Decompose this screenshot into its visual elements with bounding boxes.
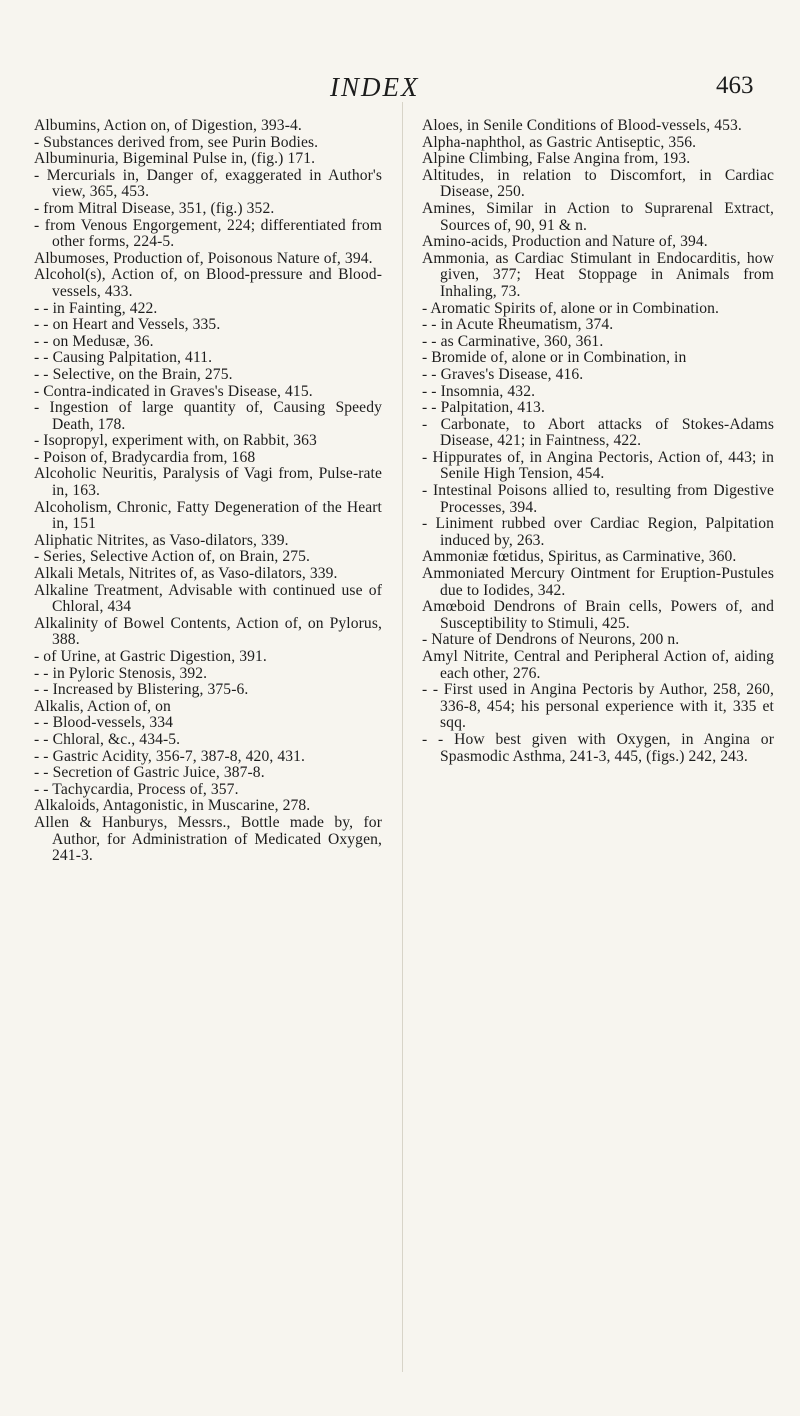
index-entry: - - on Medusæ, 36. xyxy=(34,332,154,350)
index-entry: Amino-acids, Production and Nature of, 394. xyxy=(422,233,708,251)
index-entry: - - Selective, on the Brain, 275. xyxy=(34,365,233,383)
index-column-left xyxy=(34,118,382,865)
index-entry: - - Chloral, &c., 434-5. xyxy=(34,730,181,748)
index-entry: - Contra-indicated in Graves's Disease, 415. xyxy=(34,382,313,400)
index-entry: - - as Carminative, 360, 361. xyxy=(422,332,604,350)
index-entry: - - How best given with Oxygen, in Angina or Spasmodic Asthma, 241-3, 445, (figs.) 242, 243. xyxy=(422,730,774,765)
index-entry: - from Mitral Disease, 351, (fig.) 352. xyxy=(34,199,275,217)
index-entry: - - Secretion of Gastric Juice, 387-8. xyxy=(34,764,265,782)
index-column-right xyxy=(422,118,774,765)
index-entry: - - Blood-vessels, 334 xyxy=(34,714,174,732)
index-entry: - - Palpitation, 413. xyxy=(422,399,545,417)
index-entry: Albumoses, Production of, Poisonous Nature of, 394. xyxy=(34,249,373,267)
index-entry: Altitudes, in relation to Discomfort, in Cardiac Disease, 250. xyxy=(422,166,774,201)
index-entry: Alcoholism, Chronic, Fatty Degeneration of the Heart in, 151 xyxy=(34,498,382,533)
index-entry: Alkali Metals, Nitrites of, as Vaso-dilators, 339. xyxy=(34,565,338,583)
index-entry: - Isopropyl, experiment with, on Rabbit, 363 xyxy=(34,432,317,450)
index-entry: Ammonia, as Cardiac Stimulant in Endocarditis, how given, 377; Heat Stoppage in Animals from Inhaling, 73. xyxy=(422,249,774,300)
index-entry: - - in Pyloric Stenosis, 392. xyxy=(34,664,208,682)
index-entry: - Bromide of, alone or in Combination, in xyxy=(422,349,687,367)
index-entry: - - Tachycardia, Process of, 357. xyxy=(34,780,239,798)
index-entry: - Ingestion of large quantity of, Causing Speedy Death, 178. xyxy=(34,399,382,433)
index-entry: Aloes, in Senile Conditions of Blood-vessels, 453. xyxy=(422,117,742,134)
index-entry: - - Gastric Acidity, 356-7, 387-8, 420, 431. xyxy=(34,747,306,765)
index-entry: - - in Acute Rheumatism, 374. xyxy=(422,316,614,334)
index-entry: Alpine Climbing, False Angina from, 193. xyxy=(422,150,691,168)
index-entry: Ammoniated Mercury Ointment for Eruption-Pustules due to Iodides, 342. xyxy=(422,565,774,599)
index-entry: Alkalis, Action of, on xyxy=(34,697,171,715)
index-entry: - Carbonate, to Abort attacks of Stokes-Adams Disease, 421; in Faintness, 422. xyxy=(422,415,774,450)
index-entry: - - in Fainting, 422. xyxy=(34,299,158,317)
running-head: INDEX xyxy=(330,72,420,102)
index-entry: - Nature of Dendrons of Neurons, 200 n. xyxy=(422,631,680,649)
index-entry: - Intestinal Poisons allied to, resulting from Digestive Processes, 394. xyxy=(422,482,774,516)
index-entry: - - on Heart and Vessels, 335. xyxy=(34,316,221,334)
index-entry: Alkaline Treatment, Advisable with continued use of Chloral, 434 xyxy=(34,581,382,616)
index-entry: - Mercurials in, Danger of, exaggerated in Author's view, 365, 453. xyxy=(34,166,382,201)
index-entry: - Substances derived from, see Purin Bodies. xyxy=(34,133,319,151)
index-entry: - Poison of, Bradycardia from, 168 xyxy=(34,448,256,466)
index-entry: - - Insomnia, 432. xyxy=(422,382,536,400)
index-entry: Amyl Nitrite, Central and Peripheral Action of, aiding each other, 276. xyxy=(422,648,774,682)
page-header xyxy=(0,72,800,112)
index-entry: - - Increased by Blistering, 375-6. xyxy=(34,681,249,699)
index-entry: - Hippurates of, in Angina Pectoris, Action of, 443; in Senile High Tension, 454. xyxy=(422,448,774,483)
index-entry: Alkaloids, Antagonistic, in Muscarine, 278. xyxy=(34,797,311,815)
index-entry: Alcohol(s), Action of, on Blood-pressure and Blood-vessels, 433. xyxy=(34,266,382,300)
index-entry: Ammoniæ fœtidus, Spiritus, as Carminative, 360. xyxy=(422,548,737,566)
page-number: 463 xyxy=(716,72,754,99)
index-entry: Aliphatic Nitrites, as Vaso-dilators, 339. xyxy=(34,531,289,549)
index-entry: - - Graves's Disease, 416. xyxy=(422,365,584,383)
index-entry: - Liniment rubbed over Cardiac Region, Palpitation induced by, 263. xyxy=(422,515,774,549)
index-entry: - Aromatic Spirits of, alone or in Combination. xyxy=(422,299,720,317)
index-entry: Allen & Hanburys, Messrs., Bottle made by, for Author, for Administration of Medicated Oxygen, 241-3. xyxy=(34,813,382,865)
index-entry: - - Causing Palpitation, 411. xyxy=(34,349,213,367)
index-entry: Alcoholic Neuritis, Paralysis of Vagi from, Pulse-rate in, 163. xyxy=(34,465,382,500)
index-entry: Albuminuria, Bigeminal Pulse in, (fig.) 171. xyxy=(34,150,316,168)
index-entry: - of Urine, at Gastric Digestion, 391. xyxy=(34,648,267,665)
index-entry: - from Venous Engorgement, 224; differentiated from other forms, 224-5. xyxy=(34,216,382,251)
index-entry: - Series, Selective Action of, on Brain, 275. xyxy=(34,548,311,566)
index-entry: Alpha-naphthol, as Gastric Antiseptic, 356. xyxy=(422,133,697,151)
index-entry: - - First used in Angina Pectoris by Author, 258, 260, 336-8, 454; his personal experience with it, 335 et sqq. xyxy=(422,681,774,732)
index-entry: Amœboid Dendrons of Brain cells, Powers of, and Susceptibility to Stimuli, 425. xyxy=(422,598,774,632)
index-entry: Albumins, Action on, of Digestion, 393-4. xyxy=(34,117,302,134)
column-divider xyxy=(402,102,403,1372)
index-entry: Amines, Similar in Action to Suprarenal Extract, Sources of, 90, 91 & n. xyxy=(422,199,774,234)
index-entry: Alkalinity of Bowel Contents, Action of, on Pylorus, 388. xyxy=(34,614,382,649)
